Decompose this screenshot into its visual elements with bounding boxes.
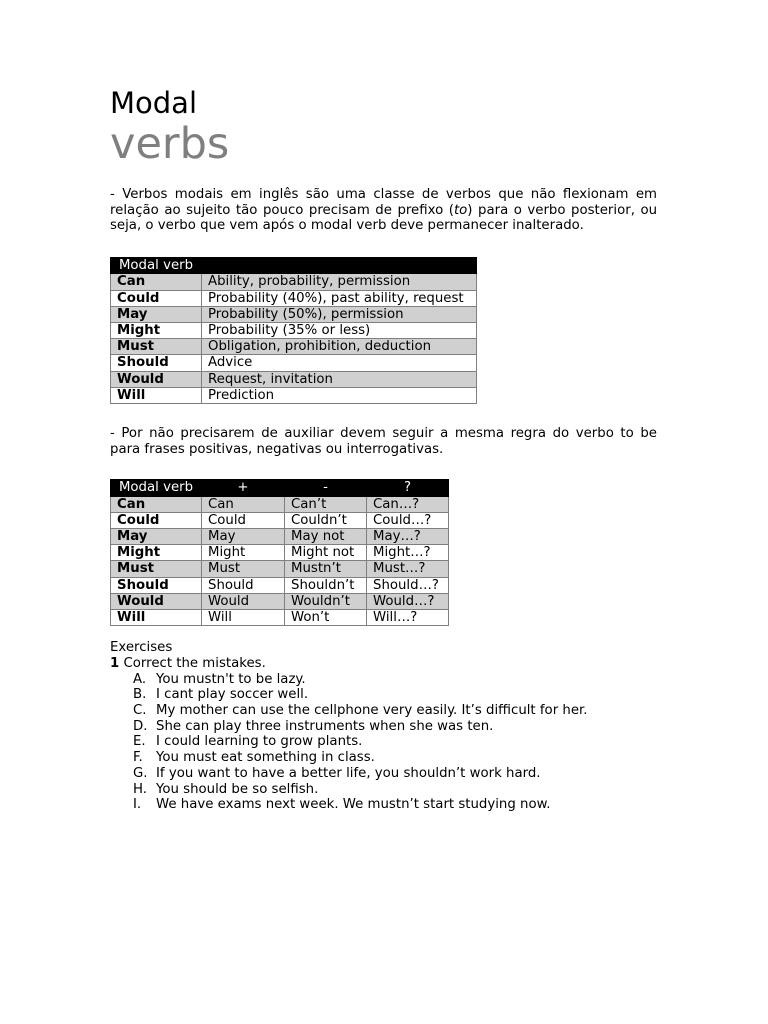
exercise-instruction-text: Correct the mistakes.: [123, 655, 266, 671]
list-item-marker: I.: [133, 797, 142, 813]
list-item-marker: D.: [133, 718, 148, 734]
table-row: [111, 322, 477, 338]
table-row: [111, 545, 449, 561]
intro-paragraph: [110, 187, 657, 234]
question-cell: Might…?: [367, 545, 449, 561]
question-cell: Could…?: [367, 512, 449, 528]
list-item-text: You must eat something in class.: [156, 750, 375, 766]
table-row: [111, 306, 477, 322]
modal-meaning-table: [110, 257, 477, 404]
table-header-modal-verb: Modal verb: [111, 258, 202, 274]
list-item: [110, 797, 657, 813]
positive-cell: Will: [202, 609, 285, 625]
table-row: [111, 593, 449, 609]
verb-cell: Can: [111, 274, 202, 290]
list-item-text: She can play three instruments when she was ten.: [156, 718, 494, 734]
meaning-cell: Probability (35% or less): [202, 322, 477, 338]
table-row: [111, 290, 477, 306]
positive-cell: Might: [202, 545, 285, 561]
exercise-number: 1: [110, 655, 120, 671]
table-row: [111, 528, 449, 544]
table-header-question: ?: [367, 480, 449, 496]
table-row: [111, 371, 477, 387]
table-row: [111, 355, 477, 371]
list-item-text: My mother can use the cellphone very easily. It’s difficult for her.: [156, 702, 588, 718]
list-item: [110, 782, 657, 798]
verb-cell: Will: [111, 609, 202, 625]
table-header-modal-verb: Modal verb: [111, 480, 202, 496]
list-item-marker: B.: [133, 687, 147, 703]
meaning-cell: Obligation, prohibition, deduction: [202, 339, 477, 355]
verb-cell: Would: [111, 371, 202, 387]
verb-cell: Might: [111, 545, 202, 561]
question-cell: Would…?: [367, 593, 449, 609]
question-cell: Should…?: [367, 577, 449, 593]
list-item-text: We have exams next week. We mustn’t start studying now.: [156, 797, 551, 813]
positive-cell: Should: [202, 577, 285, 593]
list-item-text: If you want to have a better life, you shouldn’t work hard.: [156, 765, 541, 781]
positive-cell: Would: [202, 593, 285, 609]
negative-cell: Can’t: [285, 496, 367, 512]
list-item: [110, 687, 657, 703]
table-header-row: [111, 480, 449, 496]
table-row: [111, 274, 477, 290]
verb-cell: May: [111, 306, 202, 322]
exercise-list: [110, 672, 657, 813]
meaning-cell: Probability (40%), past ability, request: [202, 290, 477, 306]
list-item-text: You mustn't to be lazy.: [156, 671, 306, 687]
list-item: [110, 672, 657, 688]
positive-cell: Can: [202, 496, 285, 512]
verb-cell: Must: [111, 561, 202, 577]
table-row: [111, 339, 477, 355]
verb-cell: Can: [111, 496, 202, 512]
title-line-2: verbs: [110, 119, 230, 169]
table-header-negative: -: [285, 480, 367, 496]
question-cell: Must…?: [367, 561, 449, 577]
title-line-1: Modal: [110, 86, 197, 120]
meaning-cell: Advice: [202, 355, 477, 371]
positive-cell: Could: [202, 512, 285, 528]
table-row: [111, 561, 449, 577]
meaning-cell: Request, invitation: [202, 371, 477, 387]
verb-cell: Should: [111, 577, 202, 593]
question-cell: May…?: [367, 528, 449, 544]
verb-cell: Will: [111, 387, 202, 403]
table-header-row: [111, 258, 477, 274]
positive-cell: May: [202, 528, 285, 544]
table-row: [111, 496, 449, 512]
list-item-text: I could learning to grow plants.: [156, 734, 363, 750]
question-cell: Can…?: [367, 496, 449, 512]
negative-cell: Might not: [285, 545, 367, 561]
list-item: [110, 703, 657, 719]
list-item: [110, 750, 657, 766]
list-item-marker: C.: [133, 702, 147, 718]
exercise-instruction: [110, 656, 657, 672]
intro-italic-to: to: [453, 202, 468, 218]
table-header-blank: [202, 258, 477, 274]
table-row: [111, 512, 449, 528]
negative-cell: May not: [285, 528, 367, 544]
list-item: [110, 719, 657, 735]
intro-text-before: - Verbos modais em inglês são uma classe de verbos que não flexionam em relação ao sujeito tão pouco precisam de prefixo (: [110, 187, 657, 218]
list-item-marker: F.: [133, 750, 143, 766]
table-header-positive: +: [202, 480, 285, 496]
meaning-cell: Ability, probability, permission: [202, 274, 477, 290]
list-item-marker: E.: [133, 734, 146, 750]
negative-cell: Couldn’t: [285, 512, 367, 528]
negative-cell: Won’t: [285, 609, 367, 625]
exercises-section: [110, 640, 657, 813]
verb-cell: Would: [111, 593, 202, 609]
list-item: [110, 734, 657, 750]
verb-cell: Should: [111, 355, 202, 371]
table-row: [111, 577, 449, 593]
modal-forms-table: [110, 479, 449, 626]
negative-cell: Shouldn’t: [285, 577, 367, 593]
exercises-heading: Exercises: [110, 640, 173, 656]
negative-cell: Mustn’t: [285, 561, 367, 577]
list-item-marker: G.: [133, 765, 148, 781]
list-item: [110, 766, 657, 782]
positive-cell: Must: [202, 561, 285, 577]
table-row: [111, 609, 449, 625]
intro-text-after: ) para o verbo posterior, ou seja, o verbo que vem após o modal verb deve permanecer inalterado.: [110, 202, 658, 234]
rule-paragraph: - Por não precisarem de auxiliar devem seguir a mesma regra do verbo to be para frases positivas, negativas ou interrogativas.: [110, 425, 657, 457]
question-cell: Will…?: [367, 609, 449, 625]
table-row: [111, 387, 477, 403]
verb-cell: Could: [111, 290, 202, 306]
document-page: [110, 86, 657, 813]
verb-cell: Might: [111, 322, 202, 338]
verb-cell: Could: [111, 512, 202, 528]
verb-cell: May: [111, 528, 202, 544]
list-item-text: I cant play soccer well.: [156, 687, 309, 703]
meaning-cell: Probability (50%), permission: [202, 306, 477, 322]
list-item-marker: A.: [133, 671, 147, 687]
negative-cell: Wouldn’t: [285, 593, 367, 609]
list-item-marker: H.: [133, 781, 147, 797]
verb-cell: Must: [111, 339, 202, 355]
meaning-cell: Prediction: [202, 387, 477, 403]
list-item-text: You should be so selfish.: [156, 781, 319, 797]
